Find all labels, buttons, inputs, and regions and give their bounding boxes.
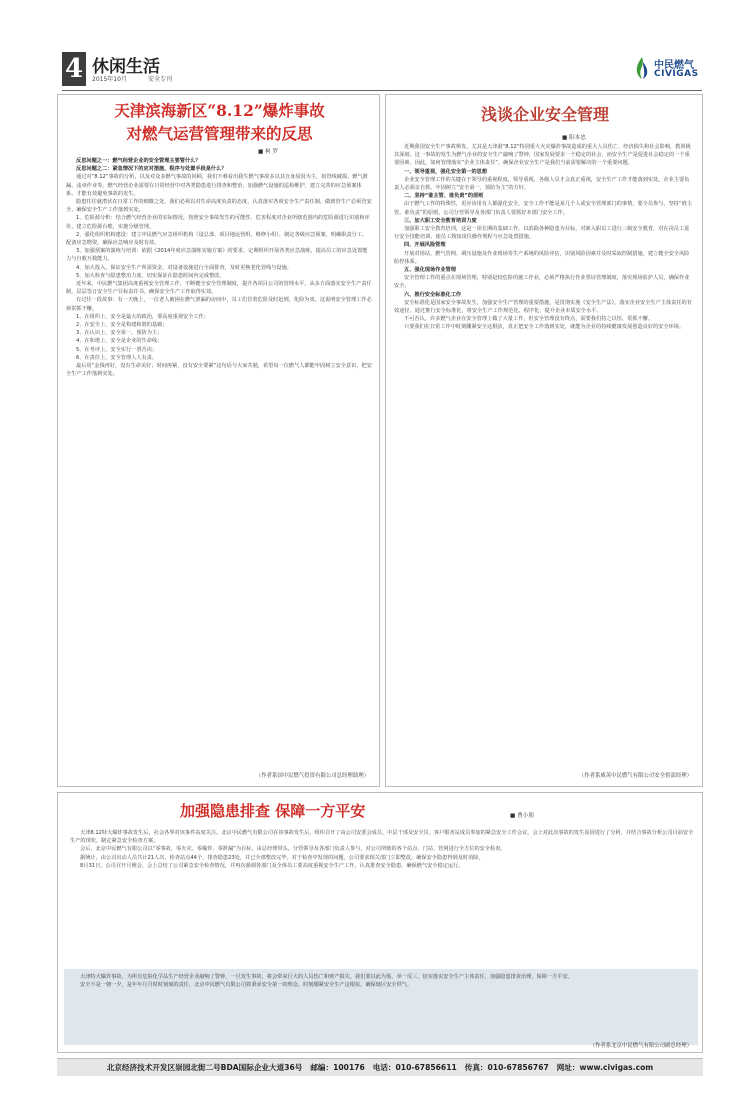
article3-paragraph: 会后，北京中民燃气有限公司以“零事故、零火灾、零爆炸、零泄漏”为目标，由总经理带头，分管领导及各部门负责人参与，对公司所辖的各个站点、门站、管网进行全方位的安全检查。 bbox=[80, 846, 506, 853]
footer-fax: 010-67856767 bbox=[487, 1063, 549, 1072]
article1-title-line1: 天津滨海新区“8.12”爆炸事故 bbox=[114, 101, 325, 120]
article2-paragraph: 开展对场站、燃气管网、调压设施及作业现场等生产系统的风险评估，识别风险因素并及时采取控制措施，建立健全安全风险防控体系。 bbox=[394, 250, 690, 265]
article1-body bbox=[66, 157, 372, 761]
article1-signature: （作者系国中民燃气投资有限公司总经理助理） bbox=[255, 773, 369, 779]
article1-paragraph: 4、加大投入，保证安全生产所需资金，对设备设施进行全面排查，及时更换老化管线与设施。 bbox=[76, 264, 292, 271]
article1-byline: ■ 柯 罗 bbox=[258, 149, 279, 155]
article3-title: 加强隐患排查 保障一方平安 bbox=[180, 802, 366, 820]
article3-paragraph: 天津8.12特大爆炸事故发生后，社会各界对该事件高度关注。北京中民燃气有限公司在该事故发生后，组织召开了由公司安委会成员、中层干部及安全员、客户服务站成员参加的紧急安全工作会议，会上对此次事故的发生原因进行了分析，并结合事故分析公司目前安全生产的现状，制定紧急安全检查方案。 bbox=[70, 830, 694, 845]
article2-heading: 五、强化现场作业管理 bbox=[404, 267, 456, 274]
article3-signature: （作者系北京中民燃气有限公司副总经理） bbox=[589, 1043, 692, 1049]
article3-shaded-body bbox=[70, 973, 694, 1039]
article2-heading: 一、领导重视，强化安全第一的思想 bbox=[404, 168, 488, 175]
article1-paragraph: 4、在和谐上，安全是企业的生命线； bbox=[76, 338, 163, 345]
article1-paragraph: 通过对“8.12”事故的分析，以及对众多燃气事故的回顾，我们不难看出我生燃气事故多以其自身原因为主，如管线破损、燃气泄漏、违章作业等。燃气经营企业需要在日常经营中对各类隐患进行排查和整治，加强燃气设施的巡检维护，建立完善的应急预案体系，才能有效避免事故的发生。 bbox=[66, 174, 368, 197]
article2-paragraph: 只要我们在日常工作中时刻绷紧安全这根弦，真正把安全工作落到实处，就能为企业的持续健康发展创造良好的安全环境。 bbox=[404, 324, 685, 331]
article2-paragraph: 不可否认，许多燃气企业在安全管理上做了大量工作，但安全管理没有终点，需要我们持之以恒、常抓不懈。 bbox=[404, 316, 654, 323]
article2-title: 浅谈企业安全管理 bbox=[480, 105, 609, 124]
article1-paragraph: 有过往一段故事：有一天晚上，一位老人被困在燃气泄漏的房间中，员工们冒着危险及时赶到，化险为夷。这说明安全管理工作必须常抓不懈。 bbox=[66, 297, 372, 312]
footer-phone-label: 电话： bbox=[372, 1063, 396, 1072]
article1-paragraph: 6、在责任上，安全管理人人有责。 bbox=[76, 354, 158, 361]
header-divider bbox=[62, 90, 702, 91]
article1-paragraph: 反思问题之一：燃气经营企业的安全管理主要管什么？ bbox=[76, 158, 201, 164]
article2-paragraph: 企业安全管理工作的关键在于领导的重视程度，领导重视，各级人员才会真正重视，安全生产工作才能落到实处。企业主要负责人必须亲自抓，牢固树立“安全第一，预防为主”的方针。 bbox=[394, 176, 690, 192]
footer-postcode-label: 邮编： bbox=[310, 1063, 334, 1072]
article1-paragraph: 5、在考评上，安全实行一票否决； bbox=[76, 346, 158, 353]
article1-paragraph: 2、在安全上，安全是构建和谐的基础； bbox=[76, 322, 168, 329]
article1-paragraph: 3、在认识上，安全第一，预防为主； bbox=[76, 330, 163, 337]
footer-website-link[interactable]: www.civigas.com bbox=[579, 1063, 654, 1072]
article-enterprise-safety bbox=[385, 94, 703, 787]
article1-paragraph: 近年来，中民燃气集团高度重视安全管理工作，不断健全安全管理制度，提升各项目公司的管理水平，从多方面落实安全生产责任制，层层签订安全生产目标责任书，确保安全生产工作取得实效。 bbox=[66, 281, 372, 296]
article2-paragraph: 安全管理工作的重点在现场管理，特别是较危险的施工作业，必须严格执行作业票证管理制度，落实现场监护人员，确保作业安全。 bbox=[394, 275, 690, 290]
article3-paragraph: 安全不是一朝一夕，是年年月月时时刻刻的责任，北京中民燃气有限公司将秉承安全第一的理念，时刻绷紧安全生产这根弦，确保辖区安全供气。 bbox=[80, 982, 413, 989]
article2-paragraph: 安全标准化是国家安全事故发生，加强安全生产管理的重要措施，是贯彻实施《安全生产法》，落实企业安全生产主体责任的有效途径。通过推行安全标准化，将安全生产工作规范化、程序化，提升企业本质安全水平。 bbox=[394, 299, 692, 315]
article3-byline: ■ 曹小朋 bbox=[510, 813, 534, 819]
article2-heading: 四、开展风险管理 bbox=[404, 242, 446, 249]
section-title: 休闲生活 bbox=[92, 57, 160, 77]
article1-paragraph: 反思问题之二：紧急情况下的应对措施、程序与处置手段是什么？ bbox=[76, 166, 227, 173]
article3-body bbox=[70, 829, 694, 965]
article2-byline: ■ 阳本忠 bbox=[562, 135, 586, 141]
issue-tag: 安全专刊 bbox=[148, 76, 173, 83]
article1-paragraph: 最后用“金钱再好，没有生命美好；时间再紧，没有安全要紧”这句话与大家共勉，希望每一位燃气人都能牢固树立安全意识，把安全生产工作落到实处。 bbox=[66, 363, 372, 378]
article1-title-line2: 对燃气运营管理带来的反思 bbox=[126, 124, 313, 143]
article3-paragraph: 8月31日，公司召开月例会，会上总结了公司紧急安全检查情况，并再次强调各部门及全体员工要高度重视安全生产工作，认真排查安全隐患，确保燃气安全稳定运行。 bbox=[80, 862, 464, 869]
article1-paragraph: 5、加大检查与隐患整治力度，切实保证在隐患时间内完成整改。 bbox=[76, 272, 225, 279]
article2-paragraph: 近期我国安全生产事故频发，尤其是天津港“8.12”特别重大火灾爆炸事故造成的重大人员伤亡、经济损失和社会影响，教训极其深刻。这一事故的发生为燃气企业的安全生产敲响了警钟，国家发展要求一个稳定的社会，而安全生产是促进社会稳定的一个重要因素。因此，如何管理落实“企业主体责任”，确保企业安全生产是我们当前需要解决的一个重要问题。 bbox=[394, 144, 691, 167]
logo-text-en: CIVIGAS bbox=[654, 69, 699, 79]
article2-paragraph: 加强职工安全教育培训，这是一项长期的基础工作，以消除各种隐患为目标，对新入职员工进行三级安全教育，对在岗员工进行安全技能培训，使员工熟知岗位操作规程与应急处置措施。 bbox=[394, 226, 690, 241]
article2-body bbox=[394, 143, 694, 763]
footer-address: 北京经济技术开发区崇园北街二号BDA国际企业大道36号 bbox=[106, 1063, 303, 1072]
footer-postcode: 100176 bbox=[333, 1063, 365, 1072]
page-header bbox=[62, 52, 702, 88]
flame-logo-icon bbox=[634, 56, 650, 80]
article1-paragraph: 2、强化组织机构建设：建立中民燃气应急组织机构（设总部、项目地运营组、维修小组），制定各级应急预案，明确职责分工，配备应急物资，确保应急响应及时有效。 bbox=[66, 231, 368, 247]
article2-signature: （作者系威英中民燃气有限公司安全督部经理） bbox=[578, 773, 692, 779]
issue-date: 2015年10月 bbox=[92, 76, 127, 83]
article3-paragraph: 据统计，由公司出动人员共计21人次，检查站点44个，排查隐患23处，并已全部整改完毕。对于检查中发现的问题，公司要求相关部门立即整改，确保安全隐患得到及时消除。 bbox=[80, 854, 484, 861]
article1-paragraph: 1、危险源分析：结合燃气经营企业的实际情况，按照安全事故发生的可能性、危害程度对企业所辖范围内的危险源进行识别和评价，建立危险源台账，实施分级管理。 bbox=[66, 215, 370, 230]
article2-heading: 六、推行安全标准化工作 bbox=[404, 291, 462, 298]
article3-paragraph: 天津特大爆炸事故，为所有危险化学品生产经营企业敲响了警钟，一旦发生事故，将会带来巨大的人员伤亡和财产损失。我们要以此为鉴，举一反三，切实落实安全生产主体责任，加强隐患排查治理，保障一方平安。 bbox=[80, 974, 573, 980]
article1-paragraph: 隐患往往就潜伏在日常工作的细微之处，我们必须以对生命高度负责的态度，认真落实各项安全生产责任制，做到管生产必须管安全，确保安全生产工作落到实处。 bbox=[66, 199, 372, 214]
article1-paragraph: 3、加强预案的演练与培训：依据《2014年度应急演练实施方案》的要求，定期组织开展各类应急演练，提高员工的应急处置能力与自救互救能力。 bbox=[66, 248, 368, 263]
page-footer bbox=[57, 1058, 703, 1076]
article2-heading: 三、加大职工安全教育培训力度 bbox=[404, 217, 477, 224]
footer-website-label: 网址： bbox=[556, 1063, 580, 1072]
article-tianjin-reflection bbox=[57, 94, 380, 787]
article-hazard-inspection bbox=[57, 792, 703, 1053]
article1-paragraph: 1、在组织上，安全是最大的政治，要高度重视安全工作； bbox=[76, 313, 209, 320]
footer-phone: 010-67856611 bbox=[395, 1063, 457, 1072]
page-number: 4 bbox=[62, 52, 86, 86]
article1-title bbox=[58, 99, 381, 145]
article2-heading: 二、坚持“谁主管、谁负责”的原则 bbox=[404, 193, 484, 200]
civigas-logo bbox=[634, 56, 702, 82]
footer-fax-label: 传真： bbox=[464, 1063, 488, 1072]
article2-paragraph: 由于燃气工作的特殊性，更应该用有人都强化安全，安全工作不能是某几个人或安全管理部门的事情，要全员参与，坚持“谁主管、谁负责”的原则，公司分管领导及各部门负责人要抓好本部门安全工作。 bbox=[394, 201, 693, 216]
logo-text-cn: 中民燃气 bbox=[654, 60, 694, 71]
